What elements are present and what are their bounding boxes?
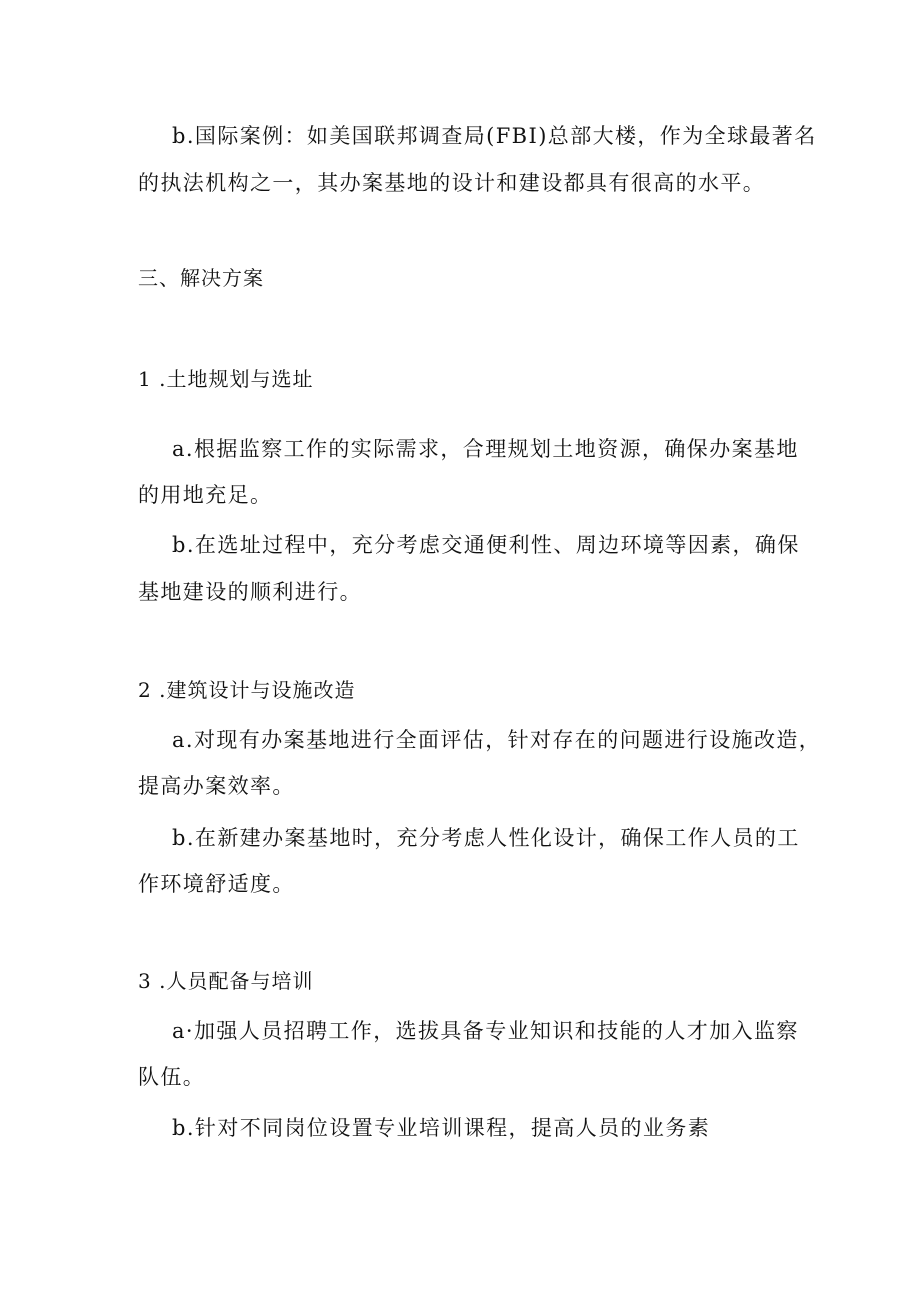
- item-3-point-a-line-2: 队伍。: [138, 1065, 206, 1089]
- item-1-heading: 1 .土地规划与选址: [138, 367, 314, 391]
- intl-case-line-1: b.国际案例：如美国联邦调查局(FBI)总部大楼，作为全球最著名: [172, 124, 817, 148]
- item-1-point-b-line-2: 基地建设的顺利进行。: [138, 580, 362, 604]
- item-1-point-a-line-1: a.根据监察工作的实际需求，合理规划土地资源，确保办案基地: [172, 437, 799, 461]
- intl-case-line-2: 的执法机构之一，其办案基地的设计和建设都具有很高的水平。: [138, 171, 766, 195]
- item-1-point-b-line-1: b.在选址过程中，充分考虑交通便利性、周边环境等因素，确保: [172, 533, 800, 557]
- section-title: 三、解决方案: [138, 266, 264, 290]
- item-1-point-a-line-2: 的用地充足。: [138, 483, 273, 507]
- item-2-heading: 2 .建筑设计与设施改造: [138, 678, 356, 702]
- item-3-point-a-line-1: a·加强人员招聘工作，选拔具备专业知识和技能的人才加入监察: [172, 1019, 799, 1043]
- item-3-heading: 3 .人员配备与培训: [138, 969, 314, 993]
- item-3-point-b-line-1: b.针对不同岗位设置专业培训课程，提高人员的业务素: [172, 1116, 711, 1140]
- item-2-point-b-line-1: b.在新建办案基地时，充分考虑人性化设计，确保工作人员的工: [172, 826, 800, 850]
- item-2-point-b-line-2: 作环境舒适度。: [138, 872, 295, 896]
- item-2-point-a-line-2: 提高办案效率。: [138, 774, 295, 798]
- item-2-point-a-line-1: a.对现有办案基地进行全面评估，针对存在的问题进行设施改造，: [172, 728, 822, 752]
